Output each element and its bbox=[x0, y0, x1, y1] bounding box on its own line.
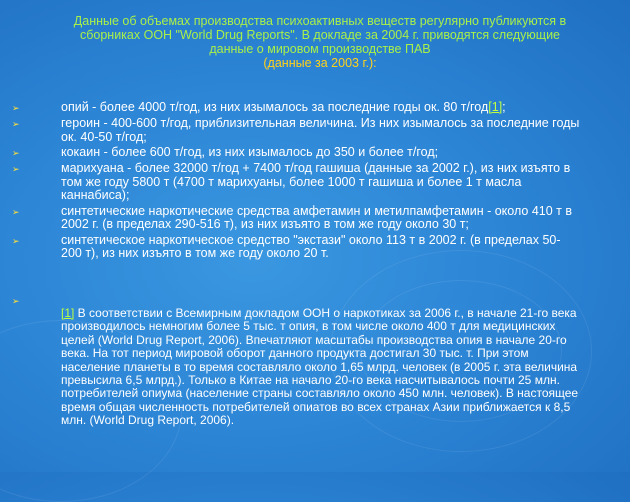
footnote-block bbox=[12, 294, 618, 428]
slide-title bbox=[60, 14, 580, 70]
list-item bbox=[12, 205, 618, 232]
footnote-text: В соответствии с Всемирным докладом ООН о наркотиках за 2006 г., в начале 21-го века производилось немногим более 5 тыс. т опия, в том числе около 400 т для медицинских целей (World Drug Report, 2006). Впечатляют масштабы производства опия в начале 20-го века. На тот период мировой оборот данного продукта достигал 30 тыс. т. При этом население планеты в то время составляло около 1,65 млрд. человек (в 2005 г. эта величина превысила 6,5 млрд.). Только в Китае на начало 20-го века насчитывалось почти 25 млн. потребителей опиума (население страны составляло около 450 млн. человек). В настоящее время общая численность потребителей опиатов во всех странах Азии приближается к 8,5 млн. (World Drug Report, 2006). bbox=[61, 306, 579, 428]
bullet-arrow-icon: ➢ bbox=[12, 235, 20, 246]
item-text: синтетическое наркотическое средство "экстази" около 113 т в 2002 г. (в пределах 50-200 т), из них изъято в том же году около 20 т. bbox=[61, 232, 561, 260]
item-text: синтетические наркотические средства амфетамин и метилпамфетамин - около 410 т в 2002 г. (в пределах 290-516 т), из них изъято в том же году около 30 т; bbox=[61, 203, 572, 231]
bullet-list bbox=[12, 101, 618, 263]
list-item bbox=[12, 146, 618, 160]
bullet-arrow-icon: ➢ bbox=[12, 119, 20, 129]
item-text: марихуана - более 32000 т/год + 7400 т/год гашиша (данные за 2002 г.), из них изъято в том же году 5800 т (4700 т марихуаны, более 1000 т гашиша и более 1 т масла каннабиса); bbox=[61, 161, 571, 202]
item-tail: ; bbox=[502, 100, 506, 114]
bullet-arrow-icon: ➢ bbox=[12, 164, 20, 174]
footnote-link[interactable]: [1] bbox=[488, 100, 503, 114]
item-text: героин - 400-600 т/год, приблизительная величина. Из них изымалось за последние годы ок. 40-50 т/год; bbox=[61, 116, 580, 144]
footnote-anchor[interactable]: [1] bbox=[61, 306, 75, 320]
bullet-arrow-icon: ➢ bbox=[12, 206, 20, 217]
bullet-arrow-icon: ➢ bbox=[12, 103, 20, 113]
bullet-arrow-icon: ➢ bbox=[12, 148, 20, 158]
title-main: Данные об объемах производства психоактивных веществ регулярно публикуются в сборниках ООН "World Drug Reports". В докладе за 2004 г. приводятся следующие данные о мировом производстве ПАВ bbox=[73, 14, 567, 56]
item-text: опий - более 4000 т/год, из них изымалось за последние годы ок. 80 т/год bbox=[61, 100, 489, 114]
list-item bbox=[12, 101, 618, 115]
bullet-arrow-icon: ➢ bbox=[12, 296, 20, 306]
list-item bbox=[12, 234, 618, 261]
item-text: кокаин - более 600 т/год, из них изымалось до 350 и более т/год; bbox=[61, 145, 439, 159]
list-item bbox=[12, 117, 618, 144]
list-item bbox=[12, 162, 618, 203]
title-sub: (данные за 2003 г.): bbox=[263, 56, 377, 70]
